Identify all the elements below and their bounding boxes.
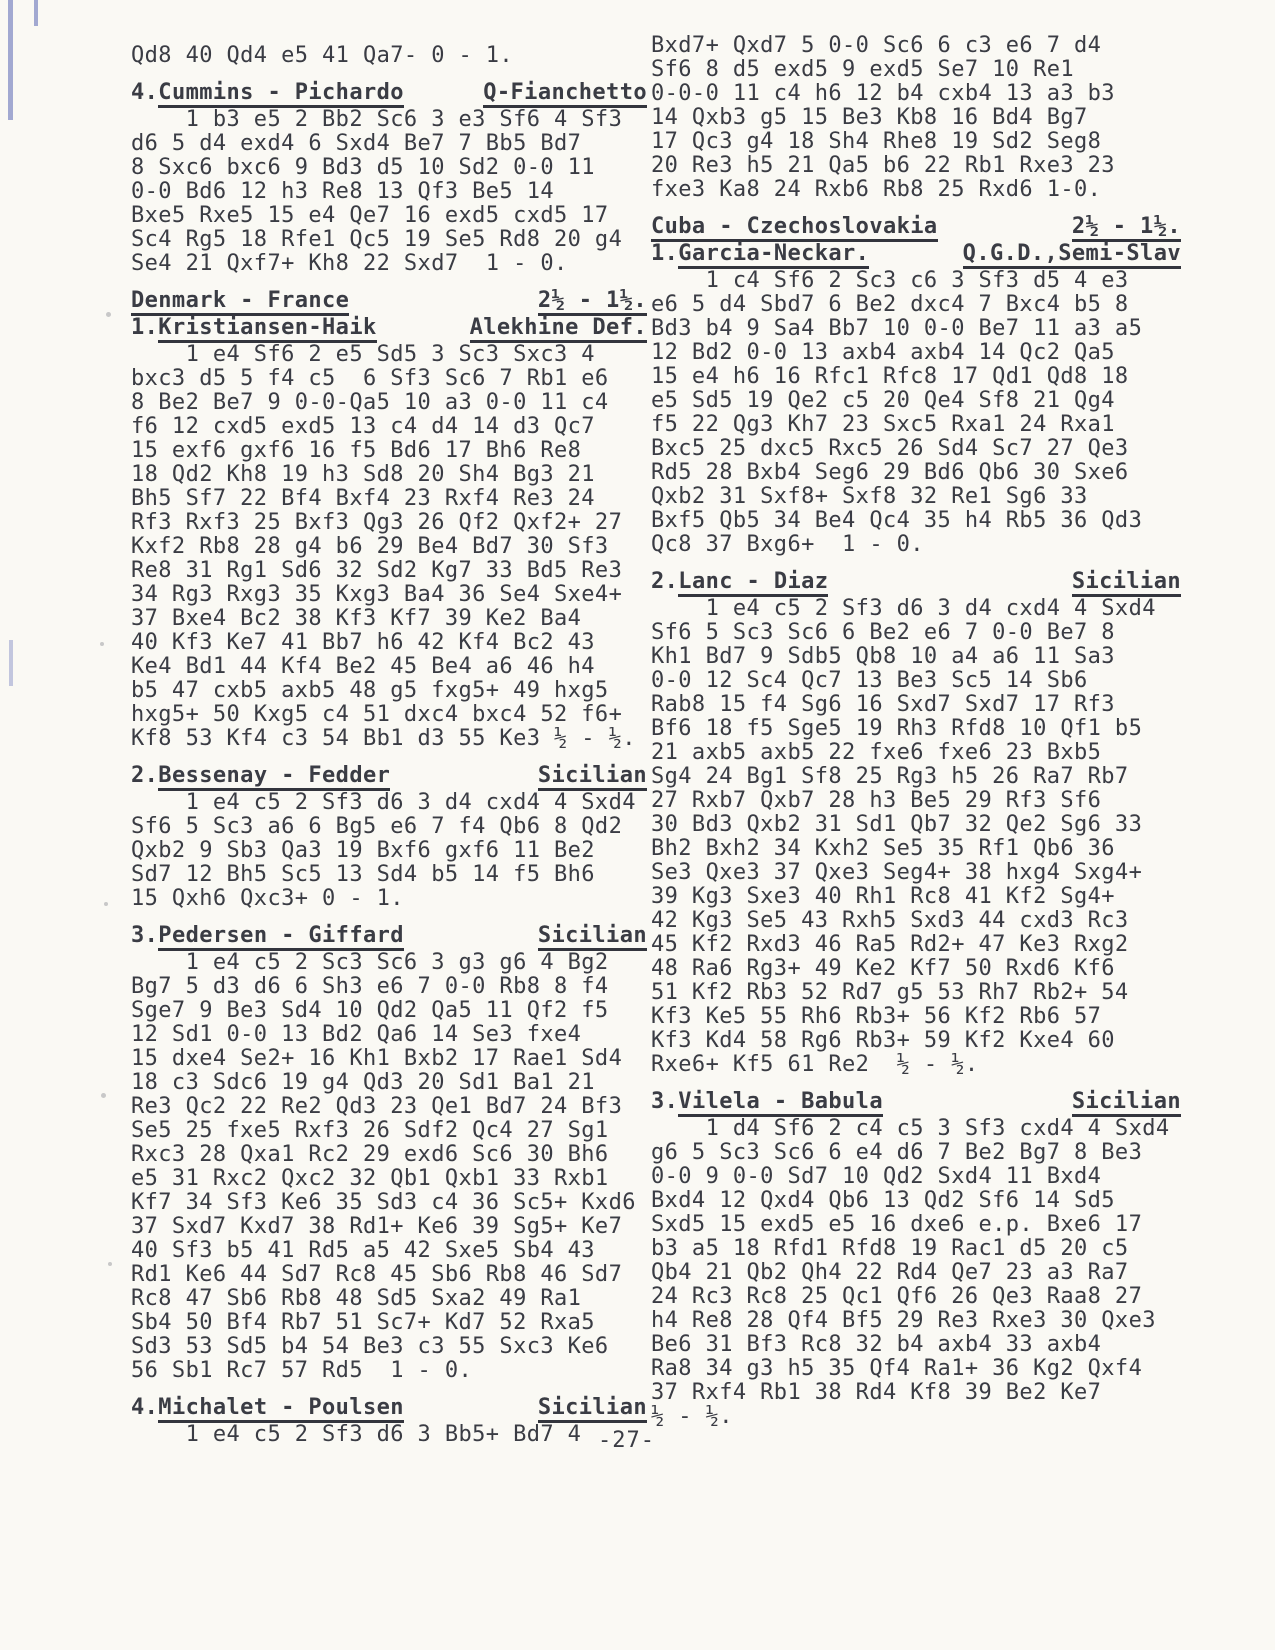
move-line: Sf6 5 Sc3 Sc6 6 Be2 e6 7 0-0 Be7 8 — [651, 620, 1115, 645]
game-section — [651, 1090, 1181, 1429]
move-line: 39 Kg3 Sxe3 40 Rh1 Rc8 41 Kf2 Sg4+ — [651, 884, 1115, 909]
move-line: Re8 31 Rg1 Sd6 32 Sd2 Kg7 33 Bd5 Re3 — [131, 558, 623, 583]
move-line: 37 Sxd7 Kxd7 38 Rd1+ Ke6 39 Sg5+ Ke7 — [131, 1214, 623, 1239]
move-line: Kxf2 Rb8 28 g4 b6 29 Be4 Bd7 30 Sf3 — [131, 534, 609, 559]
move-line: Bd3 b4 9 Sa4 Bb7 10 0-0 Be7 11 a3 a5 — [651, 316, 1143, 341]
move-line: 45 Kf2 Rxd3 46 Ra5 Rd2+ 47 Ke3 Rxg2 — [651, 932, 1129, 957]
move-line: Be6 31 Bf3 Rc8 32 b4 axb4 33 axb4 — [651, 1332, 1102, 1357]
move-line: Bxd7+ Qxd7 5 0-0 Sc6 6 c3 e6 7 d4 — [651, 33, 1102, 58]
game-opening: Q.G.D.,Semi-Slav — [963, 242, 1181, 269]
move-line: Kh1 Bd7 9 Sdb5 Qb8 10 a4 a6 11 Sa3 — [651, 644, 1115, 669]
move-line: 37 Bxe4 Bc2 38 Kf3 Kf7 39 Ke2 Ba4 — [131, 606, 582, 631]
game-header — [131, 81, 647, 108]
game-opening: Sicilian — [538, 924, 647, 951]
move-line: 56 Sb1 Rc7 57 Rd5 1 - 0. — [131, 1358, 473, 1383]
move-line: ½ - ½. — [651, 1404, 733, 1429]
match-score: 2½ - 1½. — [538, 289, 647, 316]
move-line: 37 Rxf4 Rb1 38 Rd4 Kf8 39 Be2 Ke7 — [651, 1380, 1102, 1405]
move-line: 51 Kf2 Rb3 52 Rd7 g5 53 Rh7 Rb2+ 54 — [651, 980, 1129, 1005]
game-title — [131, 924, 404, 948]
game-title — [131, 316, 377, 340]
move-line: Bxf5 Qb5 34 Be4 Qc4 35 h4 Rb5 36 Qd3 — [651, 508, 1143, 533]
move-line: f5 22 Qg3 Kh7 23 Sxc5 Rxa1 24 Rxa1 — [651, 412, 1115, 437]
move-line: 17 Qc3 g4 18 Sh4 Rhe8 19 Sd2 Seg8 — [651, 129, 1102, 154]
move-line: b5 47 cxb5 axb5 48 g5 fxg5+ 49 hxg5 — [131, 678, 609, 703]
move-line: Sge7 9 Be3 Sd4 10 Qd2 Qa5 11 Qf2 f5 — [131, 998, 609, 1023]
move-line: e5 31 Rxc2 Qxc2 32 Qb1 Qxb1 33 Rxb1 — [131, 1166, 609, 1191]
move-line: Bh5 Sf7 22 Bf4 Bxf4 23 Rxf4 Re3 24 — [131, 486, 595, 511]
game-opening: Alekhine Def. — [470, 316, 647, 343]
move-line: Sf6 5 Sc3 a6 6 Bg5 e6 7 f4 Qb6 8 Qd2 — [131, 814, 623, 839]
move-line: Rxc3 28 Qxa1 Rc2 29 exd6 Sc6 30 Bh6 — [131, 1142, 609, 1167]
scan-speck — [108, 1262, 112, 1266]
move-line: hxg5+ 50 Kxg5 c4 51 dxc4 bxc4 52 f6+ — [131, 702, 623, 727]
move-line: 1 c4 Sf6 2 Sc3 c6 3 Sf3 d5 4 e3 — [651, 268, 1129, 293]
move-line: 0-0-0 11 c4 h6 12 b4 cxb4 13 a3 b3 — [651, 81, 1115, 106]
game-number: 3. — [131, 923, 159, 948]
scan-edge-artifact — [9, 640, 13, 686]
game-section — [131, 924, 647, 1383]
move-line: 20 Re3 h5 21 Qa5 b6 22 Rb1 Rxe3 23 — [651, 153, 1115, 178]
move-line: Kf3 Kd4 58 Rg6 Rb3+ 59 Kf2 Kxe4 60 — [651, 1028, 1115, 1053]
move-line: Rc8 47 Sb6 Rb8 48 Sd5 Sxa2 49 Ra1 — [131, 1286, 582, 1311]
move-line: 21 axb5 axb5 22 fxe6 fxe6 23 Bxb5 — [651, 740, 1102, 765]
move-line: Rxe6+ Kf5 61 Re2 ½ - ½. — [651, 1052, 979, 1077]
scan-speck — [101, 1093, 106, 1098]
previous-game-continuation — [131, 44, 647, 68]
game-players: Vilela - Babula — [678, 1089, 883, 1117]
match-title: Denmark - France — [131, 289, 349, 316]
scan-speck — [104, 902, 108, 906]
match-header — [131, 289, 647, 316]
game-section — [131, 316, 647, 751]
move-line: 15 exf6 gxf6 16 f5 Bd6 17 Bh6 Re8 — [131, 438, 582, 463]
right-column — [651, 34, 1181, 1429]
move-line: Kf3 Ke5 55 Rh6 Rb3+ 56 Kf2 Rb6 57 — [651, 1004, 1102, 1029]
move-line: e6 5 d4 Sbd7 6 Be2 dxc4 7 Bxc4 b5 8 — [651, 292, 1129, 317]
game-section — [651, 242, 1181, 557]
move-line: 1 d4 Sf6 2 c4 c5 3 Sf3 cxd4 4 Sxd4 — [651, 1116, 1170, 1141]
scan-speck — [100, 642, 104, 646]
move-line: Rab8 15 f4 Sg6 16 Sxd7 Sxd7 17 Rf3 — [651, 692, 1115, 717]
game-title — [651, 1090, 883, 1114]
move-line: 30 Bd3 Qxb2 31 Sd1 Qb7 32 Qe2 Sg6 33 — [651, 812, 1143, 837]
game-opening: Sicilian — [1072, 570, 1181, 597]
game-players: Bessenay - Fedder — [158, 763, 390, 791]
match-title: Cuba - Czechoslovakia — [651, 215, 938, 242]
game-players: Garcia-Neckar. — [678, 241, 869, 269]
game-section — [131, 1396, 647, 1447]
move-line: 1 e4 c5 2 Sf3 d6 3 d4 cxd4 4 Sxd4 — [131, 790, 636, 815]
move-line: Bxe5 Rxe5 15 e4 Qe7 16 exd5 cxd5 17 — [131, 203, 609, 228]
move-line: Qb4 21 Qb2 Qh4 22 Rd4 Qe7 23 a3 Ra7 — [651, 1260, 1129, 1285]
move-line: Sc4 Rg5 18 Rfe1 Qc5 19 Se5 Rd8 20 g4 — [131, 227, 623, 252]
move-line: 1 e4 Sf6 2 e5 Sd5 3 Sc3 Sxc3 4 — [131, 342, 595, 367]
game-title — [131, 1396, 404, 1420]
move-line: 8 Be2 Be7 9 0-0-Qa5 10 a3 0-0 11 c4 — [131, 390, 609, 415]
move-line: Qc8 37 Bxg6+ 1 - 0. — [651, 532, 924, 557]
game-players: Michalet - Poulsen — [158, 1395, 404, 1423]
move-line: 12 Bd2 0-0 13 axb4 axb4 14 Qc2 Qa5 — [651, 340, 1115, 365]
game-players: Lanc - Diaz — [678, 569, 828, 597]
move-line: d6 5 d4 exd4 6 Sxd4 Be7 7 Bb5 Bd7 — [131, 131, 582, 156]
game-header — [131, 924, 647, 951]
move-line: 8 Sxc6 bxc6 9 Bd3 d5 10 Sd2 0-0 11 — [131, 155, 595, 180]
game-number: 4. — [131, 80, 159, 105]
game-header — [131, 1396, 647, 1423]
game-section — [131, 764, 647, 911]
move-line: Rd1 Ke6 44 Sd7 Rc8 45 Sb6 Rb8 46 Sd7 — [131, 1262, 623, 1287]
game-number: 1. — [131, 315, 159, 340]
move-line: e5 Sd5 19 Qe2 c5 20 Qe4 Sf8 21 Qg4 — [651, 388, 1115, 413]
game-section — [131, 81, 647, 276]
left-column — [131, 44, 647, 1447]
move-line: Kf8 53 Kf4 c3 54 Bb1 d3 55 Ke3 ½ - ½. — [131, 726, 636, 751]
move-line: 1 e4 c5 2 Sc3 Sc6 3 g3 g6 4 Bg2 — [131, 950, 609, 975]
move-line: Bg7 5 d3 d6 6 Sh3 e6 7 0-0 Rb8 8 f4 — [131, 974, 609, 999]
game-header — [651, 242, 1181, 269]
move-line: Qd8 40 Qd4 e5 41 Qa7- 0 - 1. — [131, 43, 514, 68]
game-header — [651, 1090, 1181, 1117]
move-line: Qxb2 31 Sxf8+ Sxf8 32 Re1 Sg6 33 — [651, 484, 1088, 509]
move-line: 24 Rc3 Rc8 25 Qc1 Qf6 26 Qe3 Raa8 27 — [651, 1284, 1143, 1309]
michalet-poulsen-continuation — [651, 34, 1181, 202]
match-score: 2½ - 1½. — [1072, 215, 1181, 242]
move-line: fxe3 Ka8 24 Rxb6 Rb8 25 Rxd6 1-0. — [651, 177, 1102, 202]
game-number: 4. — [131, 1395, 159, 1420]
move-line: 34 Rg3 Rxg3 35 Kxg3 Ba4 36 Se4 Sxe4+ — [131, 582, 623, 607]
game-number: 3. — [651, 1089, 679, 1114]
game-title — [651, 570, 828, 594]
game-header — [651, 570, 1181, 597]
move-line: Ra8 34 g3 h5 35 Qf4 Ra1+ 36 Kg2 Qxf4 — [651, 1356, 1143, 1381]
game-title — [651, 242, 869, 266]
move-line: bxc3 d5 5 f4 c5 6 Sf3 Sc6 7 Rb1 e6 — [131, 366, 609, 391]
game-header — [131, 316, 647, 343]
move-line: Se4 21 Qxf7+ Kh8 22 Sxd7 1 - 0. — [131, 251, 568, 276]
move-line: 48 Ra6 Rg3+ 49 Ke2 Kf7 50 Rxd6 Kf6 — [651, 956, 1115, 981]
page-number: -27- — [598, 1428, 655, 1453]
move-line: 42 Kg3 Se5 43 Rxh5 Sxd3 44 cxd3 Rc3 — [651, 908, 1129, 933]
move-line: Sxd5 15 exd5 e5 16 dxe6 e.p. Bxe6 17 — [651, 1212, 1143, 1237]
game-number: 2. — [131, 763, 159, 788]
move-line: Sf6 8 d5 exd5 9 exd5 Se7 10 Re1 — [651, 57, 1074, 82]
move-line: 18 Qd2 Kh8 19 h3 Sd8 20 Sh4 Bg3 21 — [131, 462, 595, 487]
match-header — [651, 215, 1181, 242]
game-title — [131, 81, 404, 105]
game-number: 1. — [651, 241, 679, 266]
move-line: 0-0 12 Sc4 Qc7 13 Be3 Sc5 14 Sb6 — [651, 668, 1088, 693]
game-opening: Sicilian — [538, 1396, 647, 1423]
game-opening: Q-Fianchetto — [483, 81, 647, 108]
move-line: Ke4 Bd1 44 Kf4 Be2 45 Be4 a6 46 h4 — [131, 654, 595, 679]
move-line: 12 Sd1 0-0 13 Bd2 Qa6 14 Se3 fxe4 — [131, 1022, 582, 1047]
move-line: h4 Re8 28 Qf4 Bf5 29 Re3 Rxe3 30 Qxe3 — [651, 1308, 1156, 1333]
move-line: Sg4 24 Bg1 Sf8 25 Rg3 h5 26 Ra7 Rb7 — [651, 764, 1129, 789]
move-line: 40 Kf3 Ke7 41 Bb7 h6 42 Kf4 Bc2 43 — [131, 630, 595, 655]
move-line: 15 Qxh6 Qxc3+ 0 - 1. — [131, 886, 404, 911]
move-line: Qxb2 9 Sb3 Qa3 19 Bxf6 gxf6 11 Be2 — [131, 838, 595, 863]
scan-edge-artifact — [8, 0, 13, 120]
move-line: 14 Qxb3 g5 15 Be3 Kb8 16 Bd4 Bg7 — [651, 105, 1088, 130]
move-line: 40 Sf3 b5 41 Rd5 a5 42 Sxe5 Sb4 43 — [131, 1238, 595, 1263]
move-line: Se3 Qxe3 37 Qxe3 Seg4+ 38 hxg4 Sxg4+ — [651, 860, 1143, 885]
game-opening: Sicilian — [538, 764, 647, 791]
game-players: Kristiansen-Haik — [158, 315, 376, 343]
move-line: Bh2 Bxh2 34 Kxh2 Se5 35 Rf1 Qb6 36 — [651, 836, 1115, 861]
move-line: 15 e4 h6 16 Rfc1 Rfc8 17 Qd1 Qd8 18 — [651, 364, 1129, 389]
scan-speck — [106, 312, 111, 317]
move-line: Re3 Qc2 22 Re2 Qd3 23 Qe1 Bd7 24 Bf3 — [131, 1094, 623, 1119]
move-line: Bf6 18 f5 Sge5 19 Rh3 Rfd8 10 Qf1 b5 — [651, 716, 1143, 741]
game-players: Pedersen - Giffard — [158, 923, 404, 951]
move-line: Kf7 34 Sf3 Ke6 35 Sd3 c4 36 Sc5+ Kxd6 — [131, 1190, 636, 1215]
move-line: f6 12 cxd5 exd5 13 c4 d4 14 d3 Qc7 — [131, 414, 595, 439]
move-line: Sd3 53 Sd5 b4 54 Be3 c3 55 Sxc3 Ke6 — [131, 1334, 609, 1359]
move-line: 27 Rxb7 Qxb7 28 h3 Be5 29 Rf3 Sf6 — [651, 788, 1102, 813]
move-line: g6 5 Sc3 Sc6 6 e4 d6 7 Be2 Bg7 8 Be3 — [651, 1140, 1143, 1165]
move-line: 18 c3 Sdc6 19 g4 Qd3 20 Sd1 Ba1 21 — [131, 1070, 595, 1095]
move-line: Rd5 28 Bxb4 Seg6 29 Bd6 Qb6 30 Sxe6 — [651, 460, 1129, 485]
move-line: 1 b3 e5 2 Bb2 Sc6 3 e3 Sf6 4 Sf3 — [131, 107, 623, 132]
game-title — [131, 764, 390, 788]
game-players: Cummins - Pichardo — [158, 80, 404, 108]
move-line: 1 e4 c5 2 Sf3 d6 3 d4 cxd4 4 Sxd4 — [651, 596, 1156, 621]
game-opening: Sicilian — [1072, 1090, 1181, 1117]
game-header — [131, 764, 647, 791]
move-line: 0-0 9 0-0 Sd7 10 Qd2 Sxd4 11 Bxd4 — [651, 1164, 1102, 1189]
game-section — [651, 570, 1181, 1077]
move-line: 0-0 Bd6 12 h3 Re8 13 Qf3 Be5 14 — [131, 179, 554, 204]
move-line: 15 dxe4 Se2+ 16 Kh1 Bxb2 17 Rae1 Sd4 — [131, 1046, 623, 1071]
game-number: 2. — [651, 569, 679, 594]
scan-edge-artifact — [34, 0, 38, 26]
move-line: Rf3 Rxf3 25 Bxf3 Qg3 26 Qf2 Qxf2+ 27 — [131, 510, 623, 535]
move-line: Se5 25 fxe5 Rxf3 26 Sdf2 Qc4 27 Sg1 — [131, 1118, 609, 1143]
move-line: Bxc5 25 dxc5 Rxc5 26 Sd4 Sc7 27 Qe3 — [651, 436, 1129, 461]
move-line: Sb4 50 Bf4 Rb7 51 Sc7+ Kd7 52 Rxa5 — [131, 1310, 595, 1335]
move-line: Sd7 12 Bh5 Sc5 13 Sd4 b5 14 f5 Bh6 — [131, 862, 595, 887]
move-line: b3 a5 18 Rfd1 Rfd8 19 Rac1 d5 20 c5 — [651, 1236, 1129, 1261]
move-line: 1 e4 c5 2 Sf3 d6 3 Bb5+ Bd7 4 — [131, 1422, 582, 1447]
move-line: Bxd4 12 Qxd4 Qb6 13 Qd2 Sf6 14 Sd5 — [651, 1188, 1115, 1213]
